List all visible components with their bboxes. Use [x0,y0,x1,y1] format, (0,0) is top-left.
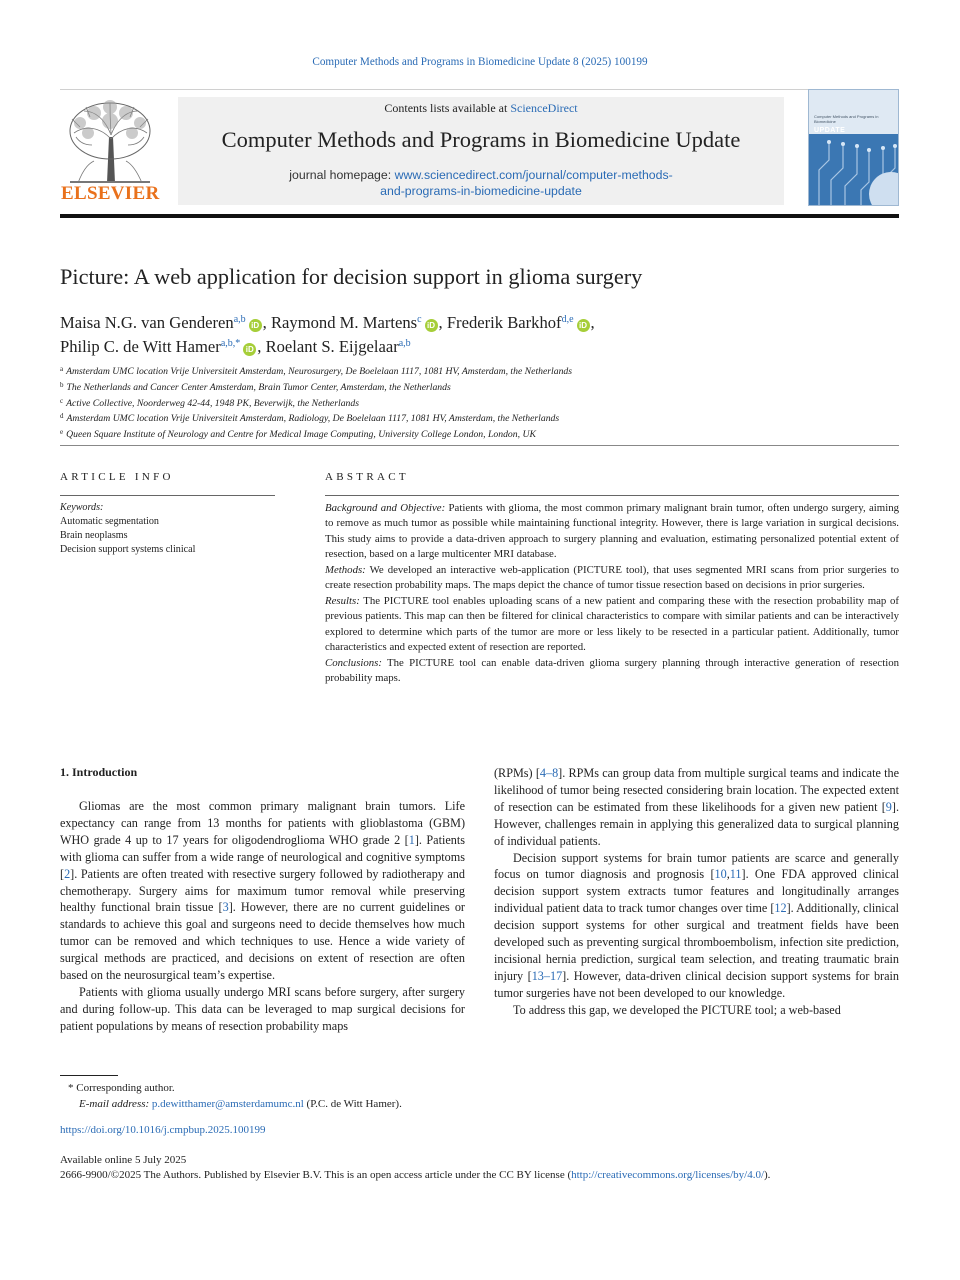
citation-link[interactable]: 13–17 [531,968,563,983]
intro-text: ]. However, there are no current guidelines or standards to achieve this goal and surgeons need to decide themselves how much tumor can be removed and which techniques to use. Hence a wide variety of surgical methods are practiced, and decisions on extent of resection are often based on the neurosurgical team’s expertise. [60,900,465,983]
intro-paragraph [60,798,465,984]
affiliation-key: b [60,380,64,389]
orcid-icon[interactable]: iD [425,319,438,332]
abstract-methods-text: We developed an interactive web-application (PICTURE tool), that uses segmented MRI scans from prior surgeries to create resection probability maps. The maps depict the chance of tumor tissue resection based on decisions in prior surgeries. [325,563,899,592]
cover-title: Computer Methods and Programs in Biomedicine [814,114,879,124]
abstract-body [325,501,899,686]
author-name[interactable]: Roelant S. Eijgelaar [265,337,399,356]
affiliation-item [60,395,900,411]
abstract-conclusions-text: The PICTURE tool can enable data-driven glioma surgery planning through interactive generation of resection probability maps. [325,656,899,684]
affiliation-text: The Netherlands and Cancer Center Amsterdam, Brain Tumor Center, Amsterdam, the Netherlands [66,381,451,393]
abstract-results-label: Results: [325,594,360,607]
footnote-rule [60,1075,118,1076]
affiliation-key: a [60,365,64,373]
journal-banner [178,97,784,205]
author-name[interactable]: Philip C. de Witt Hamer [60,337,221,356]
affiliations [60,363,900,442]
keyword-item[interactable]: Brain neoplasms [60,530,128,541]
article-title: Picture: A web application for decision support in glioma surgery [60,264,643,289]
homepage-link-part-1[interactable]: www.sciencedirect.com/journal/computer-methods- [394,168,673,182]
affiliations-rule [60,445,899,446]
author-affiliation-marks[interactable]: d,e [561,314,574,325]
cover-update-label: UPDATE [814,127,846,134]
orcid-icon[interactable]: iD [243,343,256,356]
intro-text: Gliomas are the most common primary malignant brain tumors. Life expectancy can range from 13 months for patients with glioblastoma (GBM) WHO grade 4 up to 17 years for oligodendroglioma WHO grade 2 [ [60,799,465,847]
email-line [60,1096,402,1112]
orcid-icon[interactable]: iD [577,319,590,332]
journal-reference[interactable]: Computer Methods and Programs in Biomedicine Update 8 (2025) 100199 [312,56,648,68]
affiliation-key: c [60,396,64,405]
affiliation-key: d [60,412,64,421]
citation-link[interactable]: 12 [774,901,787,916]
affiliation-text: Amsterdam UMC location Vrije Universiteit Amsterdam, Radiology, De Boelelaan 1117, 1081 HV, Amsterdam, the Netherlands [66,413,560,425]
affiliation-item [60,426,900,442]
email-suffix: (P.C. de Witt Hamer). [303,1098,402,1110]
affiliation-item [60,410,900,426]
homepage-label: journal homepage: [289,168,395,182]
keywords-label: Keywords: [60,502,104,513]
journal-title: Computer Methods and Programs in Biomedicine Update [221,127,741,152]
author-affiliation-marks[interactable]: a,b [398,338,411,349]
author-affiliation-marks[interactable]: a,b,* [220,338,241,349]
article-info-heading: ARTICLE INFO [60,471,174,483]
email-label: E-mail address: [79,1098,152,1110]
citation-link[interactable]: 4–8 [539,766,559,780]
citation-link[interactable]: 2 [64,866,71,881]
contents-line [178,101,784,116]
intro-text: ]. However, data-driven clinical decision support systems for brain tumor surgeries have not been developed to our knowledge. [494,968,899,1000]
citation-link[interactable]: 11 [729,867,742,882]
abstract-rule [325,495,899,496]
journal-homepage [178,167,784,199]
license-prefix: 2666-9900/©2025 The Authors. Published by Elsevier B.V. This is an open access article under the CC BY license ( [60,1169,572,1181]
sciencedirect-link[interactable]: ScienceDirect [510,101,578,115]
intro-text: ]. Patients are often treated with resective surgery followed by radiotherapy and chemotherapy. Surgery aims for maximum tumor removal while preserving healthy functional brain tissue [ [60,866,465,915]
journal-cover-thumbnail[interactable] [808,89,899,206]
intro-text: ]. However, challenges remain in applying this generalized data to surgical planning of individual patients. [494,799,899,848]
orcid-icon[interactable]: iD [249,319,262,332]
keyword-item[interactable]: Automatic segmentation [60,516,159,527]
author-name[interactable]: Maisa N.G. van Genderen [60,313,234,332]
license-line [60,1169,770,1181]
author-list: Maisa N.G. van Genderen$^{a,b}$iD , Raymond M. Martens$^c$iD , Frederik Barkhof$^{d,e}$iD , Philip C. de Witt Hamer$^{a,b,*}$iD , Roelant S. Eijgelaar$^{a,b}$ [60,313,595,356]
abstract-background-label: Background and Objective: [325,502,446,514]
body-column-left [60,798,465,1035]
elsevier-logo[interactable] [60,97,160,209]
intro-text: ]. One FDA approved clinical decision support system extracts tumor features and longitudinally arranges individual patient data to track tumor changes over time [ [494,867,899,916]
citation-link[interactable]: 3 [222,900,229,915]
abstract-background-text: Patients with glioma, the most common primary malignant brain tumor, often undergo surgery, aiming to remove as much tumor as possible while maintaining functional integrity. However, there is large variation in surgical decisions. This study aims to provide a data-driven approach to surgery planning and evaluation, estimating personalized potential extent of resection, based on a large multicenter MRI database. [325,502,899,561]
doi-link[interactable]: https://doi.org/10.1016/j.cmpbup.2025.100199 [60,1124,266,1136]
intro-text: , [726,867,730,882]
citation-link[interactable]: 1 [408,832,415,847]
abstract-methods [325,563,899,594]
elsevier-wordmark: ELSEVIER [61,183,160,204]
affiliation-text: Active Collective, Noorderweg 42-44, 1948 PK, Beverwijk, the Netherlands [66,397,359,409]
intro-paragraph: Patients with glioma usually undergo MRI scans before surgery, after surgery and during follow-up. This data can be leveraged to map surgical decisions for patient populations by means of resection probability maps [60,984,465,1033]
keyword-item[interactable]: Decision support systems clinical [60,544,196,555]
abstract-results [325,594,899,656]
license-link[interactable]: http://creativecommons.org/licenses/by/4.0/ [571,1169,764,1181]
masthead-rule [60,214,899,218]
abstract-methods-label: Methods: [325,563,366,576]
author-affiliation-marks[interactable]: a,b [233,314,246,325]
abstract-heading: ABSTRACT [325,471,409,483]
contents-prefix: Contents lists available at [384,101,511,115]
citation-link[interactable]: 10 [714,867,727,882]
intro-paragraph [494,850,899,1002]
keywords-block [60,501,275,557]
intro-text: Decision support systems for brain tumor patients are scarce and generally focus on tumor diagnosis and prognosis [ [494,850,899,882]
intro-paragraph-continued [494,765,899,850]
affiliation-key: e [60,428,64,437]
abstract-conclusions [325,656,899,687]
footnote [60,1080,402,1112]
author-affiliation-marks[interactable]: c [417,314,422,325]
available-online: Available online 5 July 2025 [60,1154,187,1166]
license-suffix: ). [764,1169,771,1181]
intro-text: (RPMs) [ [494,766,540,780]
email-link[interactable]: p.dewitthamer@amsterdamumc.nl [151,1098,304,1110]
corresponding-author-note: * Corresponding author. [68,1082,175,1094]
abstract-conclusions-label: Conclusions: [325,656,382,669]
affiliation-text: Amsterdam UMC location Vrije Universiteit Amsterdam, Neurosurgery, De Boelelaan 1117, 1081 HV, Amsterdam, the Netherlands [66,366,573,377]
author-name[interactable]: Raymond M. Martens [270,313,418,332]
citation-link[interactable]: 9 [885,799,892,814]
affiliation-item [60,379,900,395]
body-column-right [494,765,899,1019]
intro-text: ]. Additionally, clinical decision support systems for other surgical and treatment fields have been developed such as preventing surgical thromboembolism, infection site prediction, incisional hernia prediction, surgical team selection, and treating traumatic brain injury [ [494,901,899,983]
affiliation-text: Queen Square Institute of Neurology and Centre for Medical Image Computing, University College London, London, UK [66,429,536,441]
intro-text: ]. Patients with glioma can suffer from a wide range of neurological and cognitive symptoms [ [60,832,465,881]
homepage-link-part-2[interactable]: and-programs-in-biomedicine-update [380,184,582,198]
article-info-rule [60,495,275,496]
intro-paragraph: To address this gap, we developed the PICTURE tool; a web-based [513,1002,841,1017]
author-name[interactable]: Frederik Barkhof [446,313,562,332]
elsevier-tree-icon [60,97,160,185]
abstract-background [325,501,899,563]
affiliation-item [60,363,900,379]
introduction-heading: 1. Introduction [60,765,138,779]
abstract-results-text: The PICTURE tool enables uploading scans of a new patient and comparing these with the resection probability map of previous patients. This map can then be filtered for clinical characteristics to compare with similar patients and can be interactively explored to determine which parts of the tumor are more or less likely to be resected in a particular patient. Additionally, tumor characteristics and expected extent of resection are reported. [325,594,899,654]
intro-text: ]. RPMs can group data from multiple surgical teams and indicate the likelihood of tumor being resected considering brain location. The expected extent of resection can be estimated from these likelihoods for a given new patient [ [494,766,899,814]
